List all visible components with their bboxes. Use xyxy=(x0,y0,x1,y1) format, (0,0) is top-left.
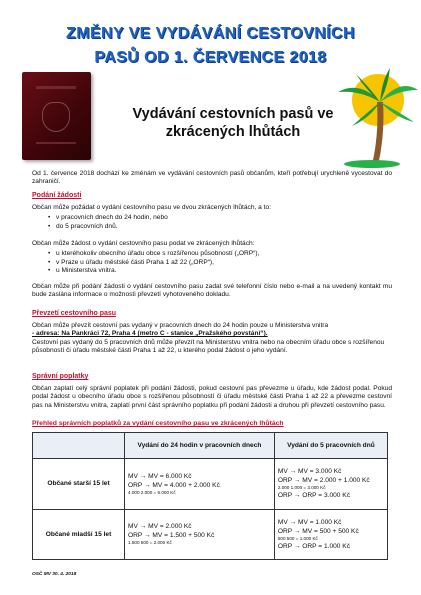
list-item: • u Ministerstva vnitra. xyxy=(48,267,259,276)
table-header-24h: Vydání do 24 hodin v pracovních dnech xyxy=(125,433,275,459)
table-header-5days: Vydání do 5 pracovních dnů xyxy=(274,433,387,459)
podani-list-1 xyxy=(48,214,168,231)
podani-paragraph-2: Občan může žádost o vydání cestovního pasu podat ve zkrácených lhůtách: xyxy=(32,240,255,247)
list-item: • u kteréhokoliv obecního úřadu obce s rozšířenou působností („ORP“), xyxy=(48,250,259,259)
list-item: • v Praze u úřadu městské části Praha 1 až 22 („ORP“), xyxy=(48,259,259,268)
row-label-under15: Občané mladší 15 let xyxy=(33,509,125,560)
podani-paragraph-1: Občan může požádat o vydání cestovního pasu ve dvou zkrácených lhůtách, a to: xyxy=(32,204,271,211)
table-cell: MV → MV = 1.000 Kč ORP → MV = 500 + 500 Kč 500 500 = 1.000 Kč ORP → ORP = 1.000 Kč xyxy=(274,509,387,560)
list-item: • v pracovních dnech do 24 hodin, nebo xyxy=(48,214,168,223)
section-heading-poplatky: Správní poplatky xyxy=(32,373,89,380)
main-title-line2: PASŮ OD 1. ČERVENCE 2018 xyxy=(94,49,327,66)
ministry-address: - adresa: Na Pankráci 72, Praha 4 (metro C - stanice „Pražského povstání“). xyxy=(32,330,268,338)
podani-list-2 xyxy=(48,250,259,276)
passport-image xyxy=(22,72,91,160)
main-title-line1: ZMĚNY VE VYDÁVÁNÍ CESTOVNÍCH xyxy=(66,25,355,42)
fees-table xyxy=(32,432,388,560)
section-heading-prehled: Přehled správních poplatků za vydání cestovního pasu ve zkrácených lhůtách xyxy=(32,420,284,427)
footer-note: OSČ MV 30. 4. 2018 xyxy=(32,572,77,577)
intro-paragraph: Od 1. července 2018 dochází ke změnám ve vydávání cestovních pasů občanům, kteří potřebují urychleně vycestovat do zahraničí. xyxy=(32,170,392,186)
section-heading-prevzeti: Převzetí cestovního pasu xyxy=(32,310,117,317)
row-label-over15: Občané starší 15 let xyxy=(33,459,125,510)
table-corner xyxy=(33,433,125,459)
table-cell: MV → MV = 6.000 Kč ORP → MV = 4.000 + 2.000 Kč 4.000 2.000 = 6.000 Kč xyxy=(125,459,275,510)
subtitle: Vydávání cestovních pasů ve zkrácených lhůtách xyxy=(132,106,334,140)
table-cell: MV → MV = 3.000 Kč ORP → MV = 2.000 + 1.000 Kč 2.000 1.000 = 3.000 Kč ORP → ORP = 3.000 Kč xyxy=(274,459,387,510)
prevzeti-paragraph-2: Cestovní pas vydaný do 5 pracovních dnů může převzít na Ministerstvu vnitra nebo na obecním úřadu obce s rozšířenou působností či úřadu městské části Praha 1 až 22, u kterého podal žádost o jeho vydání. xyxy=(32,339,385,355)
section-heading-podani: Podání žádosti xyxy=(32,192,82,199)
poplatky-paragraph: Občan zaplatí celý správní poplatek při podání žádosti, pokud cestovní pas převezme u úřadu, kde žádost podal. Pokud podal žádost u obecního úřadu obce s rozšířenou působností či úřadu městské části Praha 1 až 22 a převezme cestovní pas na Ministerstvu vnitra, zaplatí první část správního poplatku při podání žádosti a druhou při převzetí cestovního pasu. xyxy=(32,385,392,409)
table-cell: MV → MV = 2.000 Kč ORP → MV = 1.500 + 500 Kč 1.500 500 = 2.000 Kč xyxy=(125,509,275,560)
list-item: • do 5 pracovních dnů. xyxy=(48,223,168,232)
podani-paragraph-3: Občan může při podání žádosti o vydání cestovního pasu zadat své telefonní číslo nebo e-mail a na uvedený kontakt mu bude zaslána informace o možnosti převzetí vyhotoveného dokladu. xyxy=(32,283,392,299)
prevzeti-paragraph-1: Občan může převzít cestovní pas vydaný v pracovních dnech do 24 hodin pouze u Ministerstva vnitra - adresa: Na Pankráci 72, Praha 4 (metro C - stanice „Pražského povstání“). xyxy=(32,322,392,339)
